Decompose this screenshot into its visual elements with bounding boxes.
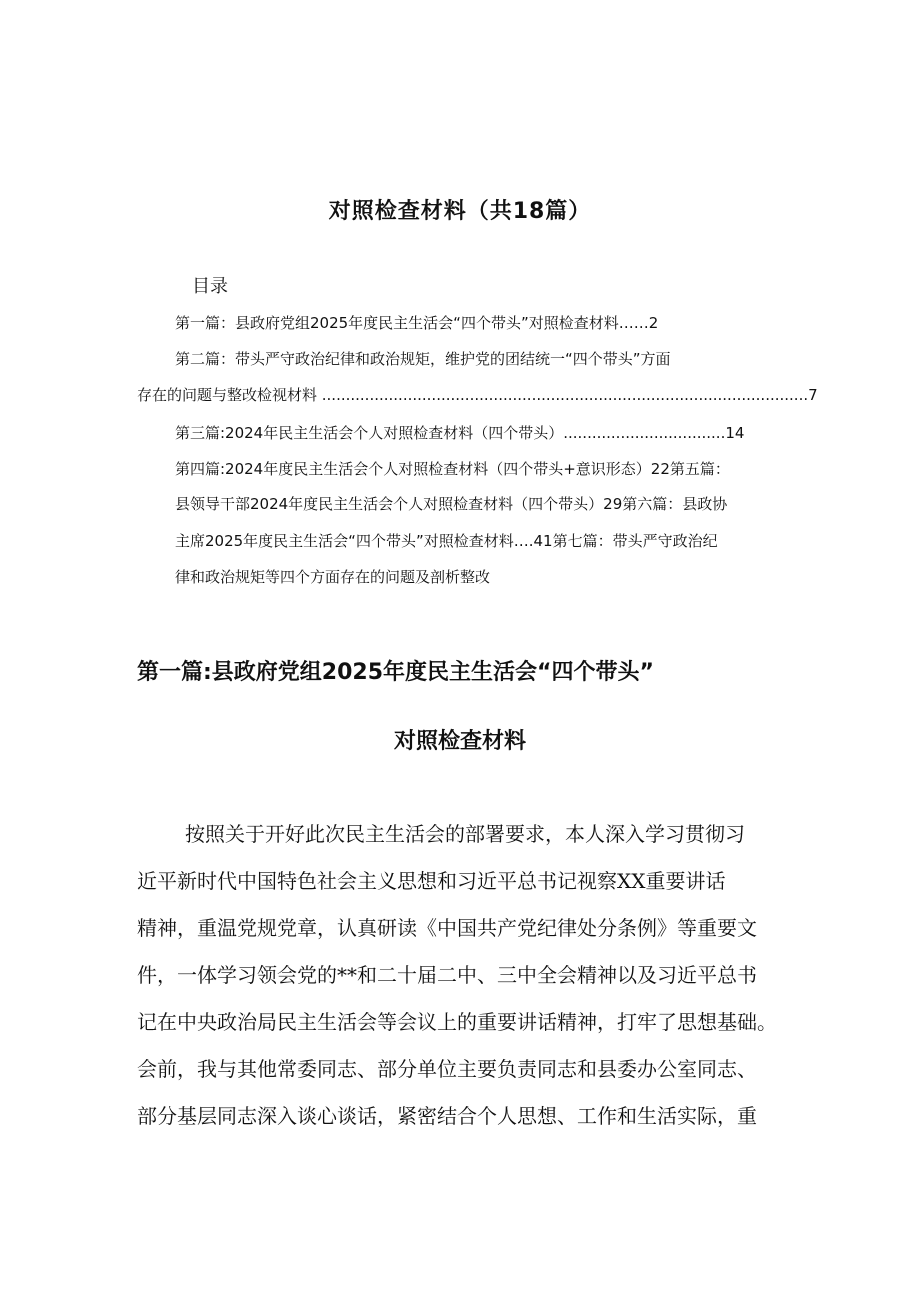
- body-paragraph-line: 记在中央政治局民主生活会等会议上的重要讲话精神，打牢了思想基础。: [137, 1010, 777, 1034]
- body-paragraph-line: 部分基层同志深入谈心谈话，紧密结合个人思想、工作和生活实际，重: [137, 1104, 757, 1128]
- toc-line: 第一篇：县政府党组2025年度民主生活会“四个带头”对照检查材料……2: [175, 314, 659, 332]
- body-paragraph-line: 件，一体学习领会党的**和二十届二中、三中全会精神以及习近平总书: [137, 963, 757, 987]
- body-paragraph-line: 按照关于开好此次民主生活会的部署要求，本人深入学习贯彻习: [185, 822, 745, 846]
- section-heading-subtitle: 对照检查材料: [393, 729, 526, 754]
- body-paragraph-line: 近平新时代中国特色社会主义思想和习近平总书记视察XX重要讲话: [137, 869, 726, 893]
- section-heading: 第一篇:县政府党组2025年度民主生活会“四个带头”: [137, 660, 654, 685]
- toc-line: 律和政治规矩等四个方面存在的问题及剖析整改: [175, 568, 491, 586]
- body-paragraph-line: 会前，我与其他常委同志、部分单位主要负责同志和县委办公室同志、: [137, 1057, 757, 1081]
- toc-line: 第二篇：带头严守政治纪律和政治规矩，维护党的团结统一“四个带头”方面: [175, 350, 671, 368]
- document-title: 对照检查材料（共18篇）: [328, 199, 592, 224]
- toc-line: 存在的问题与整改检视材料 ......................................................................................................7: [137, 386, 818, 404]
- toc-line: 主席2025年度民主生活会“四个带头”对照检查材料….41第七篇：带头严守政治纪: [175, 532, 718, 550]
- toc-line: 第四篇:2024年度民主生活会个人对照检查材料（四个带头+意识形态）22第五篇：: [175, 460, 730, 478]
- body-paragraph-line: 精神，重温党规党章，认真研读《中国共产党纪律处分条例》等重要文: [137, 916, 757, 940]
- toc-line: 第三篇:2024年民主生活会个人对照检查材料（四个带头）..................................14: [175, 424, 745, 442]
- toc-line: 县领导干部2024年度民主生活会个人对照检查材料（四个带头）29第六篇：县政协: [175, 495, 728, 513]
- toc-heading: 目录: [192, 276, 228, 297]
